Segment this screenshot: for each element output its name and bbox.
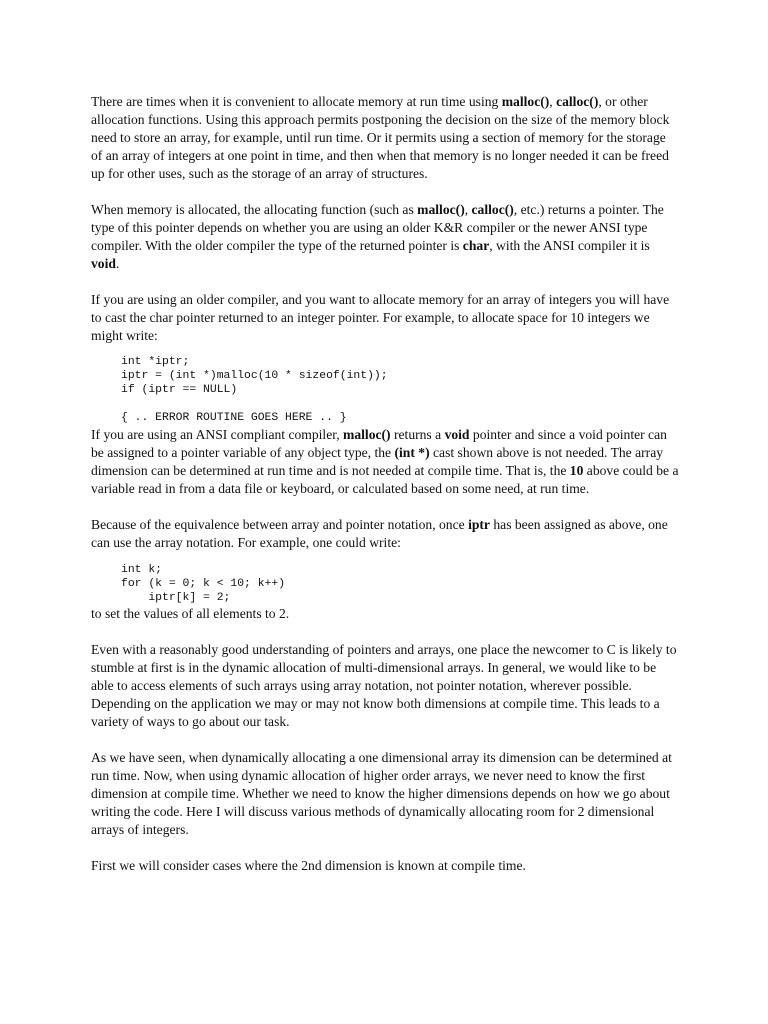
paragraph — [91, 93, 679, 183]
paragraph — [91, 749, 679, 839]
text-run: If you are using an ANSI compliant compiler, — [91, 427, 344, 442]
paragraph — [91, 426, 679, 498]
paragraph — [91, 291, 679, 345]
text-run: , with the ANSI compiler it is — [489, 238, 650, 253]
text-run: has been assigned as above, one can use the array notation. For example, one could write: — [91, 517, 668, 550]
text-run: When memory is allocated, the allocating function (such as — [91, 202, 418, 217]
paragraph — [91, 516, 679, 552]
text-run: . — [115, 256, 120, 271]
bold-term: (int *) — [394, 445, 430, 460]
text-run: , — [464, 202, 472, 217]
bold-term: iptr — [468, 517, 490, 532]
text-run: , or other allocation functions. Using this approach permits postponing the decision on the size of the memory block need to store an array, for example, until run time. Or it permits using a section of memory for the storage of an array of integers at one point in time, and then when that memory is no longer needed it can be freed up for other uses, such as the storage of an array of structures. — [91, 94, 670, 181]
text-run: above could be a variable read in from a data file or keyboard, or calculated based on some need, at run time. — [91, 463, 679, 496]
code-block: int *iptr; iptr = (int *)malloc(10 * sizeof(int)); if (iptr == NULL) { .. ERROR ROUTINE GOES HERE .. } — [121, 356, 388, 424]
paragraph — [91, 857, 679, 875]
text-run: cast shown above is not needed. The array dimension can be determined at run time and is not needed at compile time. That is, the — [91, 445, 664, 478]
bold-term: void — [444, 427, 470, 442]
text-run: If you are using an older compiler, and you want to allocate memory for an array of integers you will have to cast the char pointer returned to an integer pointer. For example, to allocate space for 10 integers we might write: — [91, 292, 670, 343]
bold-term: malloc() — [501, 94, 550, 109]
code-block: int k; for (k = 0; k < 10; k++) iptr[k] = 2; — [121, 564, 286, 604]
text-run: There are times when it is convenient to allocate memory at run time using — [91, 94, 502, 109]
bold-term: char — [462, 238, 490, 253]
text-run: pointer and since a void pointer can be assigned to a pointer variable of any object type, the — [91, 427, 667, 460]
text-run: First we will consider cases where the 2nd dimension is known at compile time. — [91, 858, 526, 873]
bold-term: malloc() — [417, 202, 465, 217]
paragraph — [91, 641, 679, 731]
text-run: As we have seen, when dynamically allocating a one dimensional array its dimension can be determined at run time. Now, when using dynamic allocation of higher order arrays, we never need to know the first dimension at compile time. Whether we need to know the higher dimensions depends on how we go about writing the code. Here I will discuss various methods of dynamically allocating room for 2 dimensional arrays of integers. — [91, 750, 672, 837]
text-run: Because of the equivalence between array and pointer notation, once — [91, 517, 469, 532]
document-page — [91, 93, 679, 893]
text-run: , etc.) returns a pointer. The type of this pointer depends on whether you are using an older K&R compiler or the newer ANSI type compiler. With the older compiler the type of the returned pointer is — [91, 202, 664, 253]
bold-term: void — [91, 256, 116, 271]
bold-term: 10 — [569, 463, 584, 478]
bold-term: calloc() — [471, 202, 514, 217]
text-run: to set the values of all elements to 2. — [91, 606, 290, 621]
bold-term: calloc() — [556, 94, 599, 109]
bold-term: malloc() — [343, 427, 391, 442]
text-run: Even with a reasonably good understanding of pointers and arrays, one place the newcomer to C is likely to stumble at first is in the dynamic allocation of multi-dimensional arrays. In general, we would like to be able to access elements of such arrays using array notation, not pointer notation, wherever possible. Depending on the application we may or may not know both dimensions at compile time. This leads to a variety of ways to go about our task. — [91, 642, 677, 729]
text-run: returns a — [390, 427, 445, 442]
paragraph — [91, 605, 679, 623]
paragraph — [91, 201, 679, 273]
text-run: , — [549, 94, 557, 109]
